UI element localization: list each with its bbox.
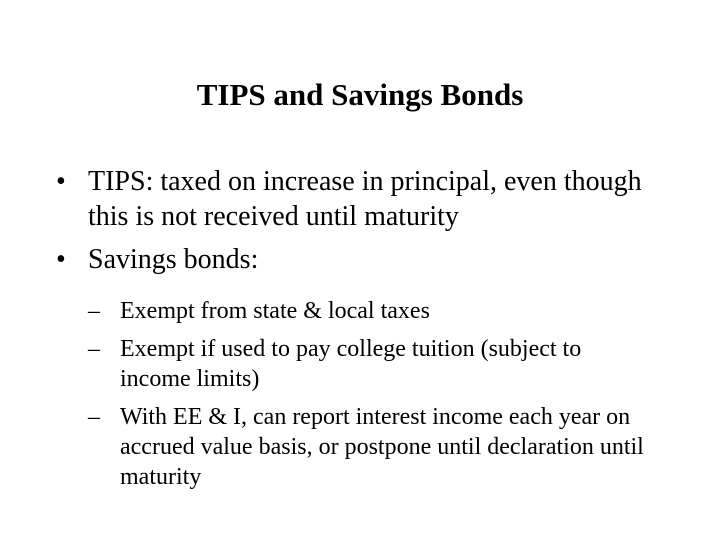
bullet-text: TIPS: taxed on increase in principal, even though this is not received until maturity	[88, 166, 642, 232]
sub-bullet-item-state-local	[88, 296, 650, 326]
bullet-item-savings-bonds	[0, 242, 658, 277]
bullet-marker: •	[56, 244, 66, 275]
slide-title: TIPS and Savings Bonds	[196, 77, 524, 112]
sub-bullet-text: Exempt if used to pay college tuition (subject to income limits)	[120, 336, 582, 392]
sub-bullet-item-tuition	[88, 334, 650, 394]
sub-bullet-group	[88, 290, 688, 500]
bullet-marker: •	[56, 166, 66, 197]
bullet-item-tips	[0, 164, 658, 234]
sub-bullet-marker: –	[88, 298, 100, 324]
sub-bullet-marker: –	[88, 404, 100, 430]
sub-bullet-marker: –	[88, 336, 100, 362]
bullet-list	[0, 164, 720, 285]
sub-bullet-text: With EE & I, can report interest income each year on accrued value basis, or postpone until declaration until maturity	[120, 404, 644, 490]
sub-bullet-list	[88, 296, 688, 492]
sub-bullet-text: Exempt from state & local taxes	[120, 298, 430, 324]
bullet-text: Savings bonds:	[88, 244, 259, 275]
sub-bullet-item-ee-i	[88, 402, 650, 492]
